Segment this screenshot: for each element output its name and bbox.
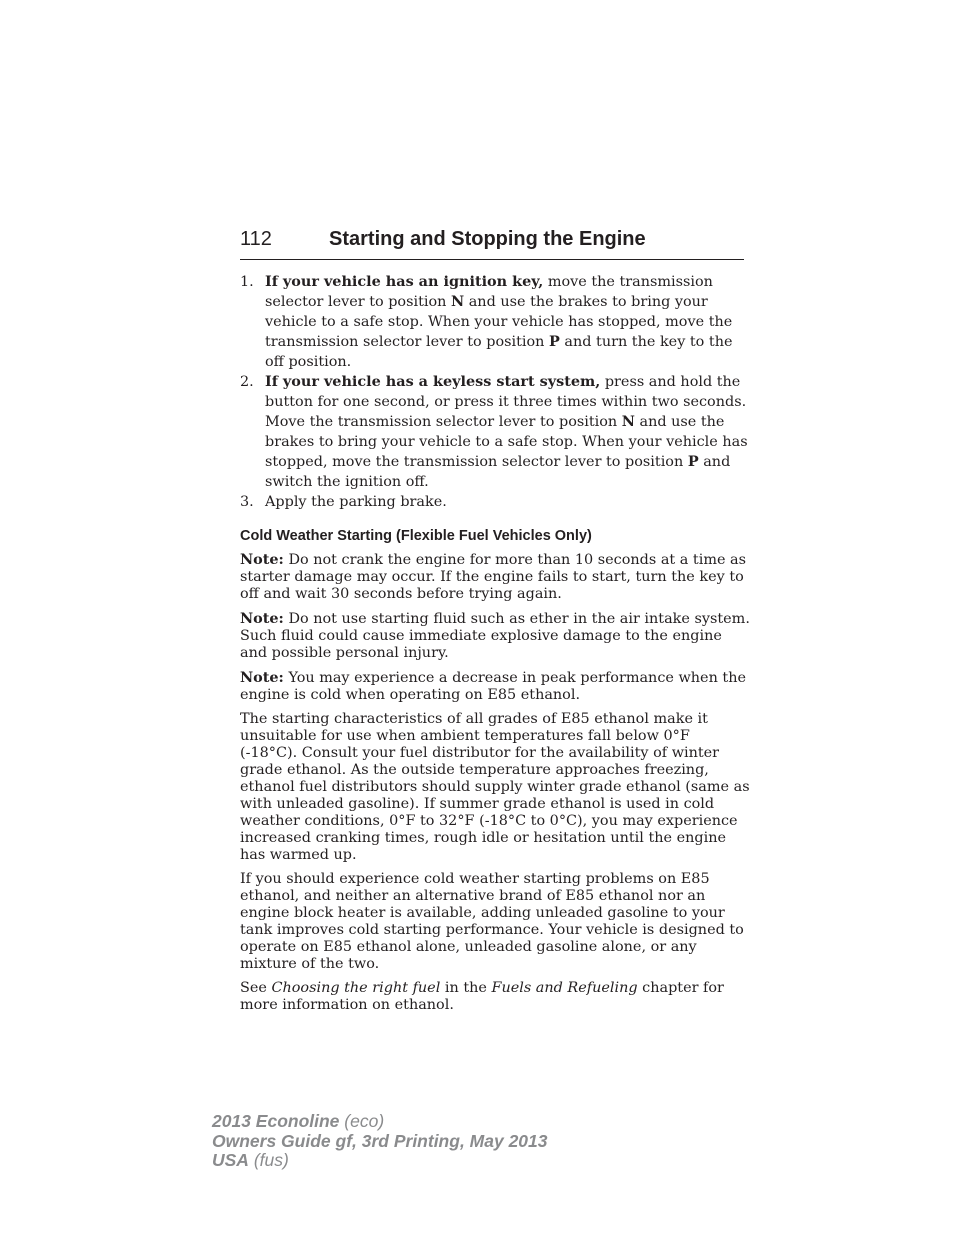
- ref-topic: Choosing the right fuel: [271, 980, 441, 996]
- footer-model: 2013 Econoline: [212, 1111, 340, 1131]
- ref-chapter: Fuels and Refueling: [491, 980, 638, 996]
- step-text-part: press and hold the button for one second, or press it three times within two seconds. Move the transmission selector lever to position: [265, 374, 747, 430]
- footer-edition: Owners Guide gf, 3rd Printing, May 2013: [212, 1130, 548, 1151]
- note-label: Note:: [240, 610, 284, 627]
- step-lead: If your vehicle has an ignition key,: [265, 273, 544, 290]
- step-text-part: and turn the key to the off position.: [265, 334, 733, 370]
- gear-position: N: [450, 293, 465, 310]
- note-text: Do not crank the engine for more than 10 seconds at a time as starter damage may occur. If the engine fails to start, turn the key to off and wait 30 seconds before trying again.: [240, 552, 747, 602]
- footer-code: (fus): [248, 1150, 289, 1170]
- step-text-part: and use the brakes to bring your vehicle to a safe stop. When your vehicle has stopped, move the transmission selector lever to position: [265, 294, 733, 350]
- gear-position: N: [621, 413, 635, 430]
- body-paragraph: The starting characteristics of all grades of E85 ethanol make it unsuitable for use when ambient temperatures fall below 0°F (-18°C). Consult your fuel distributor for the availability of winter grade ethanol. As the outside temperature approaches freezing, ethanol fuel distributors should supply winter grade ethanol (same as with unleaded gasoline). If summer grade ethanol is used in cold weather conditions, 0°F to 32°F (-18°C to 0°C), you may experience increased cranking times, rough idle or hesitation until the engine has warmed up.: [240, 711, 750, 863]
- gear-position: P: [687, 453, 699, 470]
- step-text: [265, 274, 732, 370]
- note-text: Do not use starting fluid such as ether in the air intake system. Such fluid could cause immediate explosive damage to the engine and possible personal injury.: [240, 611, 750, 661]
- step-text: Apply the parking brake.: [265, 494, 447, 510]
- step-text-part: move the transmission selector lever to position: [265, 274, 713, 310]
- step-text-part: and switch the ignition off.: [265, 454, 731, 490]
- ref-text: See: [240, 980, 272, 996]
- footer-market: USA: [212, 1150, 249, 1170]
- list-item: [240, 492, 750, 512]
- note-paragraph: [240, 551, 750, 603]
- ref-text: chapter for more information on ethanol.: [240, 980, 724, 1013]
- note-paragraph: [240, 610, 750, 662]
- gear-position: P: [549, 333, 560, 350]
- note-text: You may experience a decrease in peak performance when the engine is cold when operating on E85 ethanol.: [240, 670, 746, 703]
- step-text-part: and use the brakes to bring your vehicle to a safe stop. When your vehicle has stopped, move the transmission selector lever to position: [265, 414, 748, 470]
- body-paragraph: If you should experience cold weather starting problems on E85 ethanol, and neither an alternative brand of E85 ethanol nor an engine block heater is available, adding unleaded gasoline to your tank improves cold starting performance. Your vehicle is designed to operate on E85 ethanol alone, unleaded gasoline alone, or any mixture of the two.: [240, 871, 744, 972]
- step-text: [265, 374, 748, 490]
- list-item: [240, 272, 750, 372]
- footer-line: [212, 1112, 548, 1132]
- step-number: 1.: [240, 274, 254, 290]
- page-number: 112: [240, 228, 272, 250]
- step-lead: If your vehicle has a keyless start system,: [265, 373, 601, 390]
- step-number: 2.: [240, 374, 254, 390]
- footer-line: [212, 1151, 548, 1171]
- page-header: [240, 228, 744, 260]
- steps-list: [240, 272, 750, 512]
- note-paragraph: [240, 669, 750, 704]
- page-content: [240, 272, 750, 1021]
- note-label: Note:: [240, 551, 284, 568]
- list-item: [240, 372, 750, 492]
- ref-text: in the: [440, 980, 492, 996]
- cross-reference-paragraph: [240, 980, 750, 1014]
- page-title: Starting and Stopping the Engine: [329, 228, 646, 250]
- step-number: 3.: [240, 494, 254, 510]
- note-label: Note:: [240, 669, 284, 686]
- section-heading: Cold Weather Starting (Flexible Fuel Vehicles Only): [240, 528, 592, 544]
- page-footer: [212, 1112, 548, 1171]
- footer-code: (eco): [339, 1111, 385, 1131]
